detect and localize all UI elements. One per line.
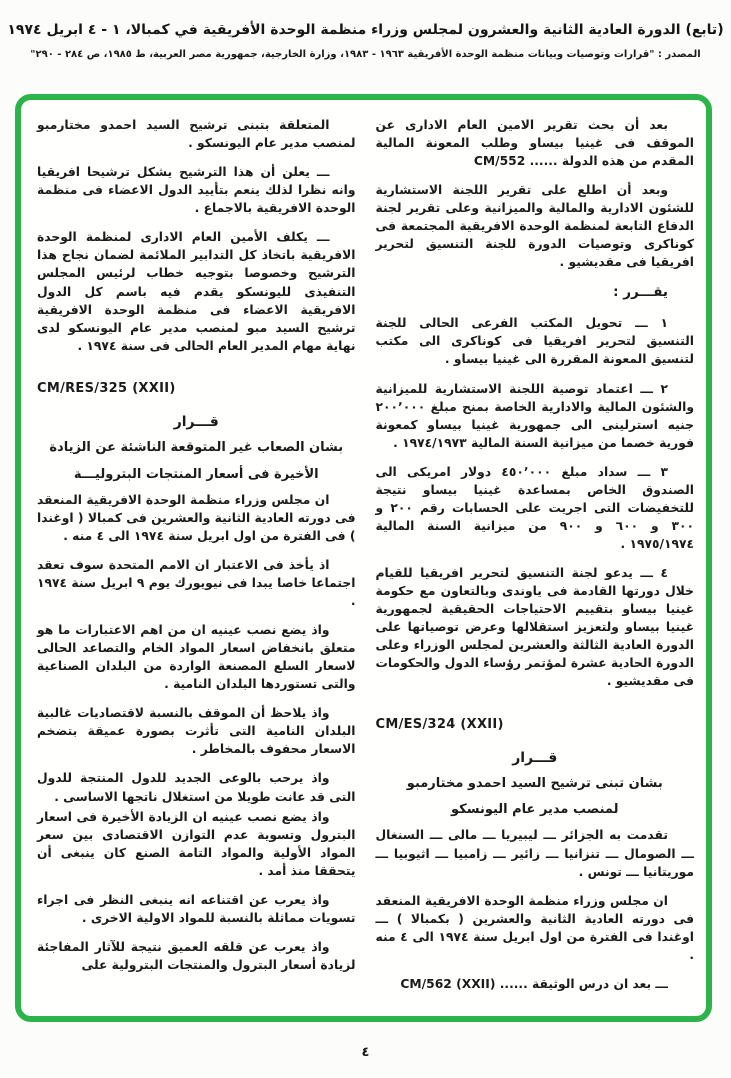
paragraph: واذ يضع نصب عينيه ان من اهم الاعتبارات ما هو متعلق بانخفاض اسعار المواد الخام والتصاعد الحالى لاسعار السلع المصنعة الواردة من البلدان الصناعية والتى تستوردها البلدان النامية .	[37, 623, 356, 692]
paragraph: المتعلقة بتبنى ترشيح السيد احمدو مختارمبو لمنصب مدير عام اليونسكو .	[37, 118, 356, 151]
decides-label: يقـــرر :	[613, 283, 668, 300]
resolution-ref-cm-res-325: CM/RES/325 (XXII)‎	[37, 380, 176, 396]
paragraph: وبعد أن اطلع على تقرير اللجنة الاستشارية للشئون الادارية والمالية والميزانية وعلى تقرير لجنة الدفاع التابعة لمنظمة الوحدة الافريقية المجتمعة فى كوناكرى وتوصيات الدورة للجنة التنسيق لتحرير افريقيا فى مقديشيو .	[375, 183, 694, 270]
numbered-clause-4: ٤ ـــ يدعو لجنة التنسيق لتحرير افريقيا للقيام خلال دورتها القادمة فى ياوندى وبالتعاون مع حكومة غينيا بيساو بتقييم الاحتياجات الحقيقية لجمهورية غينيا بيساو ولتعزيز استقلالها وعرض توصياتها على الدورة العادية الثالثة والعشرين لمجلس الوزراء وعلى الدورة الحادية عشرة لمؤتمر رؤساء الدول والحكومات فى مقديشيو .	[375, 566, 694, 689]
resolution-subtitle: بشان تبنى ترشيح السيد احمدو مختارمبو	[406, 776, 663, 792]
resolution-title: قـــرار	[173, 413, 219, 430]
header-source-line: المصدر : "قرارات وتوصيات وبيانات منظمة الوحدة الأفريقية ١٩٦٣ - ١٩٨٣، وزارة الخارجية، جمهورية مصر العربية، ط ١٩٨٥، ص ٢٨٤ - ٢٩٠"	[30, 49, 701, 60]
paragraph: ـــ بعد ان درس الوثيقة ...... CM/562 (XXII)‎	[400, 976, 668, 991]
numbered-clause-1: ١ ـــ تحويل المكتب الفرعى الحالى للجنة التنسيق لتحرير افريقيا فى كوناكرى الى مكتب لتنسيق المعونة المقررة الى غينيا بيساو .	[375, 316, 694, 367]
paragraph: بعد أن بحث تقرير الامين العام الادارى عن الموقف فى غينيا بيساو وطلب المعونة المالية المقدم من هذه الدولة ...... CM/552	[375, 118, 694, 169]
resolution-subtitle: بشان الصعاب غير المتوقعة الناشئة عن الزيادة	[49, 440, 344, 456]
paragraph: واذ يرحب بالوعى الجديد للدول المنتجة للدول التى قد عانت طويلا من استغلال ناتجها الاساسى .	[37, 771, 356, 804]
numbered-clause-3: ٣ ـــ سداد مبلغ ٤٥٠٬٠٠٠ دولار امريكى الى الصندوق الخاص بمساعدة غينيا بيساو نتيجة للتخفيضات التى اجريت على الحسابات رقم ٢٠٠ و ٣٠٠ و ٦٠٠ و ٩٠٠ من ميزانية السنة المالية ١٩٧٥/١٩٧٤ .	[375, 464, 694, 552]
paragraph: واذ يضع نصب عينيه ان الزيادة الأخيرة فى اسعار البترول وتسوية عدم التوازن الاقتصادى بين سعر المواد الأولية والمواد التامة الصنع كان ينبغى أن يتحققا منذ أمد .	[37, 809, 356, 878]
column-left	[37, 116, 356, 1016]
paragraph: ـــ يكلف الأمين العام الادارى لمنظمة الوحدة الافريقية باتخاذ كل التدابير الملائمة لضمان نجاح هذا الترشيح وخصوصا بتوجيه خطاب لرئيس المجلس التنفيذى لليونسكو يقدم فيه باسم كل الدول الافريقية الاعضاء فى منظمة الوحدة الافريقية ترشيح السيد مبو لمنصب مدير عام اليونسكو لدى نهاية مهام المدير العام الحالى فى سنة ١٩٧٤ .	[37, 230, 356, 353]
page-header	[0, 22, 731, 60]
document-frame	[15, 94, 712, 1022]
resolution-subtitle: لمنصب مدير عام اليونسكو	[451, 802, 619, 818]
column-right	[376, 116, 695, 1016]
paragraph: ان مجلس وزراء منظمة الوحدة الافريقية المنعقد فى دورته العادية الثانية والعشرين فى كمبالا ( اوغندا ) فى الفترة من اول ابريل سنة ١٩٧٤ الى ٤ منه .	[37, 492, 356, 543]
paragraph: ـــ يعلن أن هذا الترشيح يشكل ترشيحا افريقيا وانه نظرا لذلك ينعم بتأييد الدول الاعضاء فى منظمة الوحدة الافريقية بالاجماع .	[37, 165, 356, 216]
paragraph: واذ يعرب عن اقتناعه انه ينبغى النظر فى اجراء تسويات مماثلة بالنسبة للمواد الاولية الاخرى .	[37, 892, 356, 925]
resolution-ref-cm-es-324: CM/ES/324 (XXII)‎	[375, 716, 504, 732]
resolution-subtitle: الأخيرة فى أسعار المنتجات البتروليـــة	[73, 466, 319, 482]
numbered-clause-2: ٢ ـــ اعتماد توصية اللجنة الاستشارية للميزانية والشئون المالية والادارية الخاصة بمنح مبلغ ٢٠٠٬٠٠٠ جنيه استرلينى الى جمهورية غينيا بيساو كمعونة فورية خصما من ميزانية السنة المالية ١٩٧٤/١٩٧٣ .	[375, 381, 694, 450]
paragraph: اذ يأخذ فى الاعتبار ان الامم المتحدة سوف تعقد اجتماعا خاصا يبدا فى نيويورك يوم ٩ ابريل سنة ١٩٧٤ .	[37, 557, 356, 608]
sponsor-countries: تقدمت به الجزائر ـــ ليبيريا ـــ مالى ـــ السنغال ـــ الصومال ـــ تنزانيا ـــ زائير ـــ زامبيا ـــ اثيوبيا ـــ موريتانيا ـــ تونس .	[375, 828, 694, 879]
resolution-title: قـــرار	[512, 749, 558, 766]
paragraph: واذ يلاحظ أن الموقف بالنسبة لاقتصاديات غالبية البلدان النامية التى تأثرت بصورة عميقة بتضخم الاسعار محفوف بالمخاطر .	[37, 706, 356, 757]
paragraph: ان مجلس وزراء منظمة الوحدة الافريقية المنعقد فى دورته العادية الثانية والعشرين ( بكمبالا ) ـــ اوغندا فى الفترة من اول ابريل سنة ١٩٧٤ الى ٤ منه .	[375, 893, 694, 962]
page-number: ٤	[361, 1045, 370, 1060]
paragraph: واذ يعرب عن قلقه العميق نتيجة للآثار المفاجئة لزيادة أسعار البترول والمنتجات البترولية على	[37, 939, 356, 973]
header-title: (تابع) الدورة العادية الثانية والعشرون لمجلس وزراء منظمة الوحدة الأفريقية في كمبالا، ١ - ٤ ابريل ١٩٧٤	[7, 22, 724, 38]
two-column-body	[21, 100, 706, 1016]
